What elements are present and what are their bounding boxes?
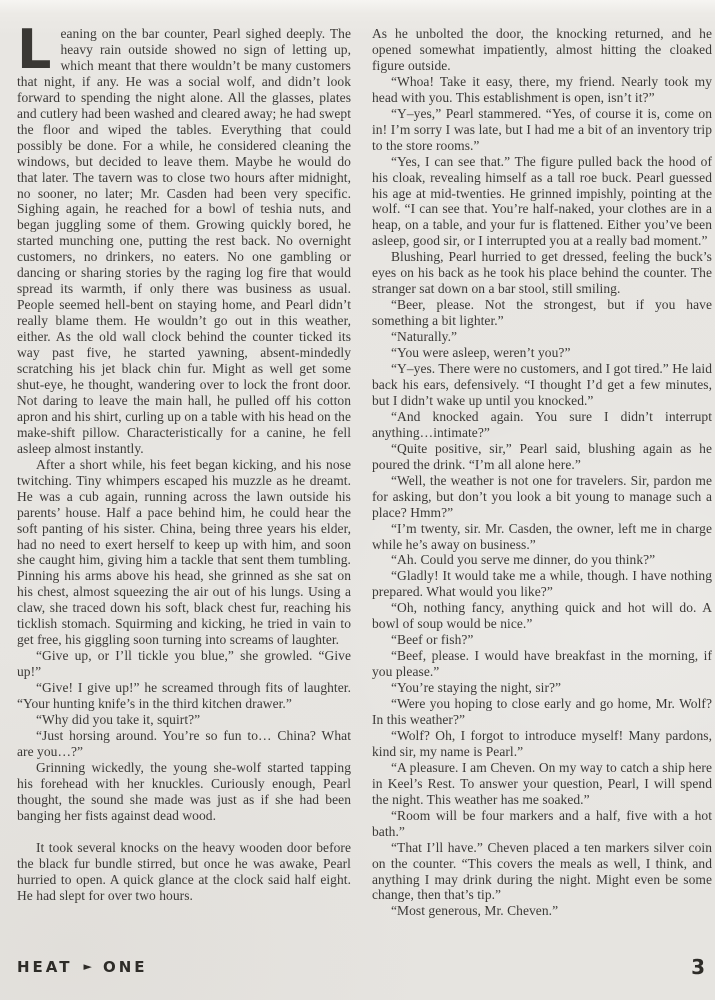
book-title: HEAT bbox=[17, 958, 73, 976]
dialogue-line: “Ah. Could you serve me dinner, do you think?” bbox=[391, 552, 656, 568]
continuation-paragraph: As he unbolted the door, the knocking returned, and he opened somewhat impatiently, almost hitting the cloaked figure outside. bbox=[372, 26, 712, 73]
drop-cap: L bbox=[17, 26, 52, 81]
dialogue-line: “Well, the weather is not one for travelers. Sir, pardon me for asking, but don’t you look a bit young to manage such a place? Hmm?” bbox=[372, 472, 712, 520]
dialogue-line: “You were asleep, weren’t you?” bbox=[391, 345, 571, 361]
dialogue-line: “Just horsing around. You’re so fun to… China? What are you…?” bbox=[17, 727, 351, 759]
paragraph: After a short while, his feet began kicking, and his nose twitching. Tiny whimpers escaped his muzzle as he dreamt. He was a cub again, running across the lawn outside his parents’ house. Half a pace behind him, he could hear the soft panting of his sister. China, being three years his elder, had no need to exert herself to keep up with him, and soon she caught him, giving him a tackle that sent them tumbling. Pinning his arms above his head, she grinned as she sat on his chest, almost squeezing the air out of his lungs. Using a claw, she traced down his soft, black chest fur, reaching his ticklish stomach. Squirming and kicking, he tried in vain to get free, his giggling soon turning into screams of laughter. bbox=[17, 456, 351, 648]
page-footer bbox=[17, 955, 707, 979]
paragraph: “Yes, I can see that.” The figure pulled back the hood of his cloak, revealing himself as a tall roe buck. Pearl guessed his age at mid-twenties. He grinned impishly, pointing at the wolf. “I can see that. You’re half-naked, your clothes are in a heap, on a table, and your fur is flattened. Either you’ve been asleep, good sir, or I interrupted you at a really bad moment.” bbox=[372, 153, 712, 249]
dialogue-line: “Naturally.” bbox=[391, 329, 458, 345]
dialogue-line: “Beef, please. I would have breakfast in the morning, if you please.” bbox=[372, 648, 712, 680]
left-column bbox=[17, 26, 351, 903]
scene-break bbox=[17, 824, 351, 840]
dialogue-line: “And knocked again. You sure I didn’t interrupt anything…intimate?” bbox=[372, 408, 712, 440]
page-number: 3 bbox=[691, 955, 705, 979]
arrow-right-icon: ► bbox=[83, 960, 92, 973]
dialogue-line: “Most generous, Mr. Cheven.” bbox=[391, 903, 559, 919]
paragraph-text: eaning on the bar counter, Pearl sighed deeply. The heavy rain outside showed no sign of letting up, which meant that there wouldn’t be many customers that night, if any. He was a social wolf, and didn’t look forward to spending the night alone. All the glasses, plates and cutlery had been washed and cleared away; he had swept the floor and wiped the tables. Everything that could possibly be done. For a while, he considered cleaning the windows, but decided to leave them. Maybe he would do that later. The tavern was to close two hours after midnight, no sooner, no later; Mr. Casden had been very specific. Sighing again, he reached for a bowl of teshia nuts, and began juggling some of them. Growing quickly bored, he started munching one, putting the rest back. No overnight customers, no drinkers, no eaters. No one gambling or dancing or sharing stories by the raging log fire that would spread its warmth, if only there was business as usual. People seemed hell-bent on staying home, and Pearl didn’t really blame them. He wouldn’t go out in this weather, either. As the old wall clock behind the counter ticked its way past five, he started yawning, absent-mindedly scratching his jet black chin fur. Might as well get some shut-eye, he thought, wandering over to lock the front door. Not daring to leave the main hall, he pulled off his cotton apron and his shirt, curling up on a table with his head on the make-shift pillow. Characteristically for a canine, he fell asleep almost instantly. bbox=[17, 26, 351, 456]
dialogue-line: “A pleasure. I am Cheven. On my way to catch a ship here in Keel’s Rest. To answer your question, Pearl, I will spend the night. This weather has me soaked.” bbox=[372, 759, 712, 807]
paragraph: It took several knocks on the heavy wooden door before the black fur bundle stirred, but once he was awake, Pearl hurried to open. A quick glance at the clock said half eight. He had slept for over two hours. bbox=[17, 839, 351, 903]
dialogue-line: “Give! I give up!” he screamed through fits of laughter. “Your hunting knife’s in the third kitchen drawer.” bbox=[17, 680, 351, 712]
dialogue-line: “Beer, please. Not the strongest, but if you have something a bit lighter.” bbox=[372, 297, 712, 329]
dialogue-line: “Wolf? Oh, I forgot to introduce myself! Many pardons, kind sir, my name is Pearl.” bbox=[372, 727, 712, 759]
chapter-label: ONE bbox=[102, 958, 148, 976]
dialogue-line: “Quite positive, sir,” Pearl said, blushing again as he poured the drink. “I’m all alone here.” bbox=[372, 440, 712, 472]
dialogue-line: “Whoa! Take it easy, there, my friend. Nearly took my head with you. This establishment is open, isn’t it?” bbox=[372, 73, 712, 105]
running-footer bbox=[17, 958, 148, 976]
paragraph: “That I’ll have.” Cheven placed a ten markers silver coin on the counter. “This covers the meals as well, I think, and anything I may drink during the night. Might even be some change, then that’s tip.” bbox=[372, 839, 712, 903]
dialogue-line: “Y–yes,” Pearl stammered. “Yes, of course it is, come on in! I’m sorry I was late, but I had me a bit of an inventory trip to the store rooms.” bbox=[372, 105, 712, 153]
paragraph: Grinning wickedly, the young she-wolf started tapping his forehead with her knuckles. Curiously enough, Pearl thought, the sound she made was just as if she had been banging her fists against dead wood. bbox=[17, 759, 351, 823]
dialogue-line: “I’m twenty, sir. Mr. Casden, the owner, left me in charge while he’s away on business.” bbox=[372, 520, 712, 552]
dialogue-line: “Beef or fish?” bbox=[391, 632, 474, 648]
dialogue-line: “You’re staying the night, sir?” bbox=[391, 680, 562, 696]
opening-paragraph bbox=[17, 26, 351, 457]
dialogue-line: “Room will be four markers and a half, five with a hot bath.” bbox=[372, 807, 712, 839]
right-column bbox=[372, 26, 712, 919]
paragraph: Blushing, Pearl hurried to get dressed, feeling the buck’s eyes on his back as he took his place behind the counter. The stranger sat down on a bar stool, still smiling. bbox=[372, 249, 712, 297]
dialogue-line: “Oh, nothing fancy, anything quick and hot will do. A bowl of soup would be nice.” bbox=[372, 600, 712, 632]
dialogue-line: “Were you hoping to close early and go home, Mr. Wolf? In this weather?” bbox=[372, 696, 712, 727]
dialogue-line: “Gladly! It would take me a while, though. I have nothing prepared. What would you like?” bbox=[372, 568, 712, 600]
dialogue-line: “Give up, or I’ll tickle you blue,” she growled. “Give up!” bbox=[17, 648, 351, 680]
dialogue-line: “Why did you take it, squirt?” bbox=[36, 711, 201, 727]
dialogue-line: “Y–yes. There were no customers, and I got tired.” He laid back his ears, defensively. “I thought I’d get a few minutes, but I didn’t wake up until you knocked.” bbox=[372, 361, 712, 408]
